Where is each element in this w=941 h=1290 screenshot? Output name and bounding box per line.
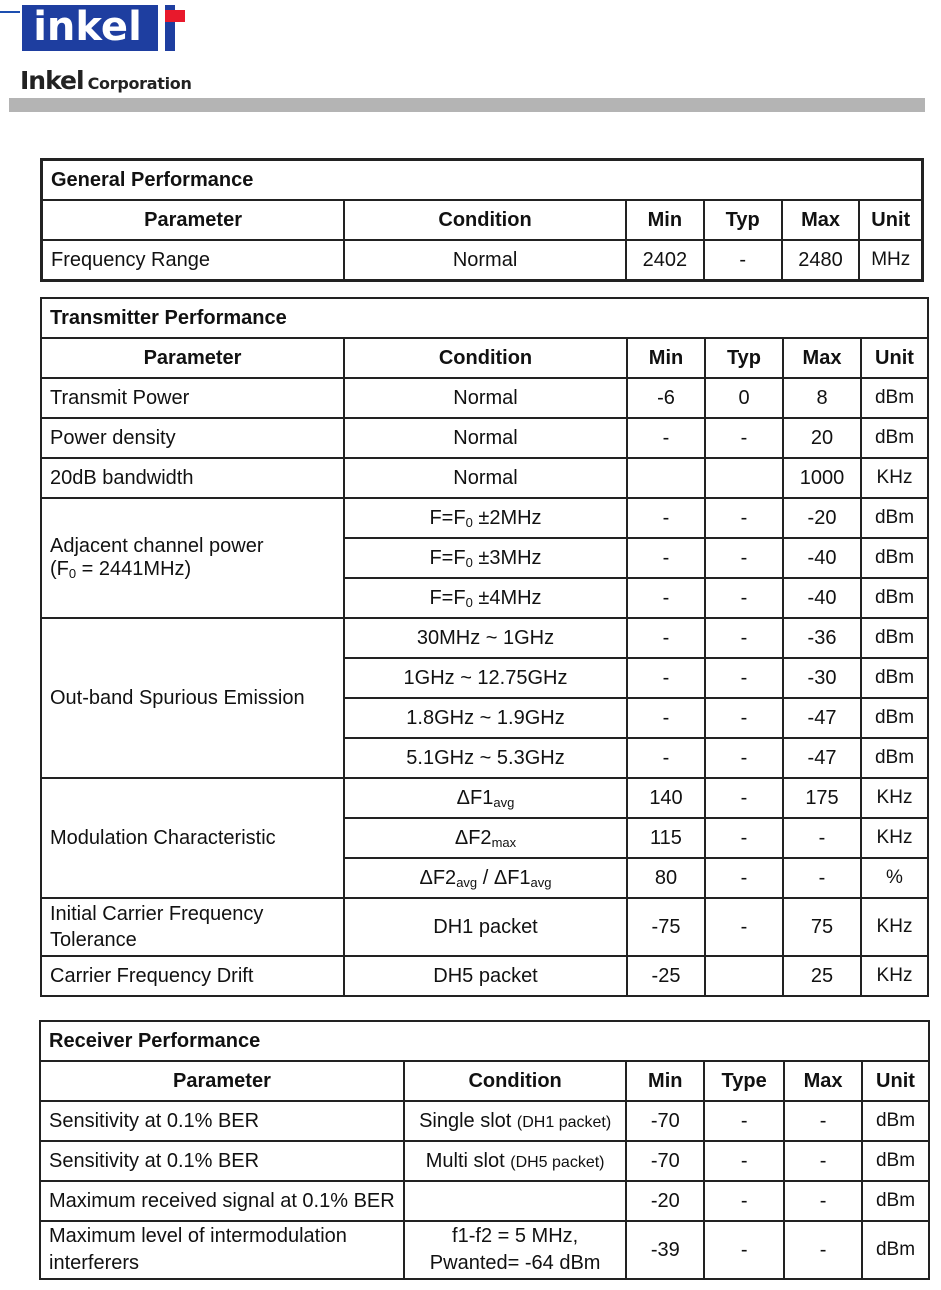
cell-min: -25 bbox=[627, 956, 705, 996]
transmitter-performance-table bbox=[40, 297, 929, 997]
cell-condition: DH1 packet bbox=[344, 898, 627, 956]
cell-condition: Normal bbox=[344, 240, 626, 281]
cell-min: - bbox=[627, 698, 705, 738]
cell-max: 20 bbox=[783, 418, 861, 458]
col-header-type: Type bbox=[704, 1061, 784, 1101]
cell-unit: dBm bbox=[862, 1181, 929, 1221]
cell-condition bbox=[344, 498, 627, 538]
col-header-condition: Condition bbox=[404, 1061, 626, 1101]
cell-parameter: Sensitivity at 0.1% BER bbox=[40, 1141, 404, 1181]
company-name-suffix: Corporation bbox=[87, 74, 192, 93]
cell-typ: - bbox=[705, 578, 783, 618]
cell-parameter: Frequency Range bbox=[42, 240, 345, 281]
cell-min: 80 bbox=[627, 858, 705, 898]
table-row bbox=[40, 1181, 929, 1221]
cell-max: - bbox=[783, 858, 861, 898]
col-header-unit: Unit bbox=[862, 1061, 929, 1101]
table-title-row bbox=[41, 298, 928, 338]
cell-min: 115 bbox=[627, 818, 705, 858]
header-divider-bar bbox=[9, 98, 925, 112]
table-row bbox=[41, 378, 928, 418]
cell-condition bbox=[344, 578, 627, 618]
cell-typ: - bbox=[704, 1141, 784, 1181]
cond-line: Pwanted= -64 dBm bbox=[429, 1252, 601, 1274]
cell-condition: 1GHz ~ 12.75GHz bbox=[344, 658, 627, 698]
cell-max: 175 bbox=[783, 778, 861, 818]
page-header bbox=[0, 0, 941, 115]
cell-max: 2480 bbox=[782, 240, 860, 281]
cond-prefix: F=F bbox=[429, 506, 466, 529]
cond-prefix: F=F bbox=[429, 586, 466, 609]
cell-max: -40 bbox=[783, 538, 861, 578]
cell-condition: 5.1GHz ~ 5.3GHz bbox=[344, 738, 627, 778]
cell-condition bbox=[344, 778, 627, 818]
cell-condition: 30MHz ~ 1GHz bbox=[344, 618, 627, 658]
cell-max: -47 bbox=[783, 738, 861, 778]
cell-typ: - bbox=[705, 738, 783, 778]
cell-max: - bbox=[784, 1141, 862, 1181]
cell-max: -30 bbox=[783, 658, 861, 698]
cell-unit: KHz bbox=[861, 818, 928, 858]
cell-min: -39 bbox=[626, 1221, 704, 1279]
logo-notch bbox=[158, 5, 165, 51]
cell-condition bbox=[344, 818, 627, 858]
table-row bbox=[41, 618, 928, 658]
col-header-min: Min bbox=[626, 200, 704, 240]
cell-max: - bbox=[784, 1221, 862, 1279]
cell-max: -40 bbox=[783, 578, 861, 618]
cell-unit: % bbox=[861, 858, 928, 898]
cell-typ: - bbox=[705, 898, 783, 956]
cell-max: 8 bbox=[783, 378, 861, 418]
cond-main: ΔF2 bbox=[454, 826, 492, 849]
cond-subscript: avg bbox=[456, 874, 478, 890]
col-header-parameter: Parameter bbox=[41, 338, 344, 378]
cell-condition bbox=[404, 1101, 626, 1141]
table-row bbox=[40, 1141, 929, 1181]
cond-subscript: avg bbox=[493, 794, 515, 810]
cell-unit: dBm bbox=[861, 498, 928, 538]
col-header-min: Min bbox=[627, 338, 705, 378]
cond-note: (DH5 packet) bbox=[510, 1153, 605, 1171]
cell-min: -20 bbox=[626, 1181, 704, 1221]
company-name bbox=[20, 66, 192, 95]
logo-red-square bbox=[165, 10, 185, 22]
cell-typ: - bbox=[705, 858, 783, 898]
cond-suffix: ±4MHz bbox=[472, 586, 542, 609]
col-header-unit: Unit bbox=[861, 338, 928, 378]
cond-main: ΔF1 bbox=[456, 786, 494, 809]
col-header-typ: Typ bbox=[705, 338, 783, 378]
cond-suffix: ±2MHz bbox=[472, 506, 542, 529]
cell-parameter: 20dB bandwidth bbox=[41, 458, 344, 498]
cell-typ: 0 bbox=[705, 378, 783, 418]
table-row bbox=[41, 956, 928, 996]
cond-main: ΔF2 bbox=[419, 866, 457, 889]
cell-condition: 1.8GHz ~ 1.9GHz bbox=[344, 698, 627, 738]
param-subscript: 0 bbox=[68, 566, 77, 581]
cell-min: - bbox=[627, 738, 705, 778]
table-row bbox=[41, 778, 928, 818]
param-line: Adjacent channel power bbox=[50, 535, 264, 557]
cell-unit: KHz bbox=[861, 458, 928, 498]
table-title-row bbox=[40, 1021, 929, 1061]
cell-condition bbox=[344, 538, 627, 578]
cell-typ: - bbox=[704, 1221, 784, 1279]
cond-main: Single slot bbox=[419, 1109, 517, 1132]
cell-max: - bbox=[784, 1101, 862, 1141]
cell-unit: dBm bbox=[861, 578, 928, 618]
cell-condition bbox=[404, 1221, 626, 1279]
cond-main: ΔF1 bbox=[493, 866, 531, 889]
cond-main: Multi slot bbox=[425, 1149, 511, 1172]
cell-min: -70 bbox=[626, 1101, 704, 1141]
cell-parameter-modulation: Modulation Characteristic bbox=[41, 778, 344, 898]
col-header-max: Max bbox=[783, 338, 861, 378]
table-row bbox=[42, 240, 923, 281]
logo-text: inkel bbox=[33, 4, 142, 50]
cell-max: - bbox=[784, 1181, 862, 1221]
param-line: Tolerance bbox=[50, 929, 137, 951]
cell-typ: - bbox=[705, 418, 783, 458]
cell-condition bbox=[404, 1141, 626, 1181]
cell-unit: KHz bbox=[861, 778, 928, 818]
company-name-main: Inkel bbox=[20, 66, 84, 95]
cell-unit: dBm bbox=[861, 418, 928, 458]
col-header-typ: Typ bbox=[704, 200, 782, 240]
cell-max: -36 bbox=[783, 618, 861, 658]
cell-min: -75 bbox=[627, 898, 705, 956]
cell-max: -47 bbox=[783, 698, 861, 738]
param-line: interferers bbox=[49, 1252, 140, 1274]
cell-condition: Normal bbox=[344, 458, 627, 498]
cell-max: -20 bbox=[783, 498, 861, 538]
cond-line: f1-f2 = 5 MHz, bbox=[452, 1225, 579, 1247]
cell-max: 1000 bbox=[783, 458, 861, 498]
cell-condition: Normal bbox=[344, 378, 627, 418]
cell-condition: Normal bbox=[344, 418, 627, 458]
param-line-prefix: (F bbox=[50, 558, 69, 580]
cell-condition bbox=[404, 1181, 626, 1221]
cell-min: -6 bbox=[627, 378, 705, 418]
cell-unit: dBm bbox=[861, 738, 928, 778]
col-header-parameter: Parameter bbox=[40, 1061, 404, 1101]
cond-note: (DH1 packet) bbox=[516, 1113, 612, 1131]
table-row bbox=[41, 418, 928, 458]
table-title: Transmitter Performance bbox=[41, 298, 928, 338]
cell-parameter-adjacent bbox=[41, 498, 344, 618]
cell-parameter-spurious: Out-band Spurious Emission bbox=[41, 618, 344, 778]
receiver-performance-table bbox=[39, 1020, 930, 1280]
table-header-row bbox=[40, 1061, 929, 1101]
cell-unit: dBm bbox=[861, 698, 928, 738]
cell-parameter: Transmit Power bbox=[41, 378, 344, 418]
cell-typ: - bbox=[705, 818, 783, 858]
cell-max: 25 bbox=[783, 956, 861, 996]
cell-unit: dBm bbox=[861, 658, 928, 698]
table-row bbox=[40, 1101, 929, 1141]
cell-min: - bbox=[627, 418, 705, 458]
col-header-max: Max bbox=[782, 200, 860, 240]
cell-max: - bbox=[783, 818, 861, 858]
table-row bbox=[41, 458, 928, 498]
cell-unit: KHz bbox=[861, 956, 928, 996]
cell-unit: dBm bbox=[862, 1221, 929, 1279]
cell-min bbox=[627, 458, 705, 498]
cell-min: - bbox=[627, 498, 705, 538]
cell-typ: - bbox=[705, 778, 783, 818]
cell-typ: - bbox=[704, 1101, 784, 1141]
col-header-unit: Unit bbox=[859, 200, 922, 240]
cond-subscript: 0 bbox=[465, 514, 473, 530]
cell-min: - bbox=[627, 538, 705, 578]
col-header-parameter: Parameter bbox=[42, 200, 345, 240]
cell-unit: dBm bbox=[862, 1101, 929, 1141]
param-line-suffix: = 2441MHz) bbox=[76, 558, 192, 580]
cell-typ: - bbox=[705, 538, 783, 578]
cell-typ: - bbox=[705, 658, 783, 698]
param-line: Initial Carrier Frequency bbox=[50, 903, 264, 925]
cell-typ bbox=[705, 956, 783, 996]
cell-unit: dBm bbox=[861, 538, 928, 578]
table-title-row bbox=[42, 160, 923, 201]
col-header-condition: Condition bbox=[344, 200, 626, 240]
table-row bbox=[41, 898, 928, 956]
table-header-row bbox=[41, 338, 928, 378]
cell-max: 75 bbox=[783, 898, 861, 956]
cell-typ: - bbox=[704, 240, 782, 281]
cell-parameter bbox=[40, 1221, 404, 1279]
cell-parameter bbox=[41, 898, 344, 956]
cell-min: 140 bbox=[627, 778, 705, 818]
param-line: Maximum level of intermodulation bbox=[49, 1225, 347, 1247]
cell-typ: - bbox=[705, 618, 783, 658]
general-performance-table bbox=[40, 158, 924, 282]
cell-parameter: Sensitivity at 0.1% BER bbox=[40, 1101, 404, 1141]
cell-typ: - bbox=[704, 1181, 784, 1221]
cond-subscript: 0 bbox=[465, 554, 473, 570]
col-header-min: Min bbox=[626, 1061, 704, 1101]
cell-min: - bbox=[627, 618, 705, 658]
cell-unit: MHz bbox=[859, 240, 922, 281]
col-header-condition: Condition bbox=[344, 338, 627, 378]
cell-min: - bbox=[627, 578, 705, 618]
table-header-row bbox=[42, 200, 923, 240]
cond-prefix: F=F bbox=[429, 546, 466, 569]
cond-suffix: ±3MHz bbox=[472, 546, 542, 569]
cond-subscript: max bbox=[491, 834, 517, 850]
cell-condition: DH5 packet bbox=[344, 956, 627, 996]
table-row bbox=[40, 1221, 929, 1279]
cell-unit: KHz bbox=[861, 898, 928, 956]
cell-min: - bbox=[627, 658, 705, 698]
cond-subscript: avg bbox=[530, 874, 552, 890]
cell-typ: - bbox=[705, 498, 783, 538]
cell-unit: dBm bbox=[861, 378, 928, 418]
cell-parameter: Maximum received signal at 0.1% BER bbox=[40, 1181, 404, 1221]
cell-parameter: Carrier Frequency Drift bbox=[41, 956, 344, 996]
cell-min: 2402 bbox=[626, 240, 704, 281]
cell-typ bbox=[705, 458, 783, 498]
cond-subscript: 0 bbox=[465, 594, 473, 610]
col-header-max: Max bbox=[784, 1061, 862, 1101]
table-title: Receiver Performance bbox=[40, 1021, 929, 1061]
cell-parameter: Power density bbox=[41, 418, 344, 458]
cond-separator: / bbox=[477, 866, 494, 889]
cell-unit: dBm bbox=[862, 1141, 929, 1181]
cell-typ: - bbox=[705, 698, 783, 738]
cell-min: -70 bbox=[626, 1141, 704, 1181]
table-title: General Performance bbox=[42, 160, 923, 201]
cell-unit: dBm bbox=[861, 618, 928, 658]
cell-condition bbox=[344, 858, 627, 898]
table-row bbox=[41, 498, 928, 538]
